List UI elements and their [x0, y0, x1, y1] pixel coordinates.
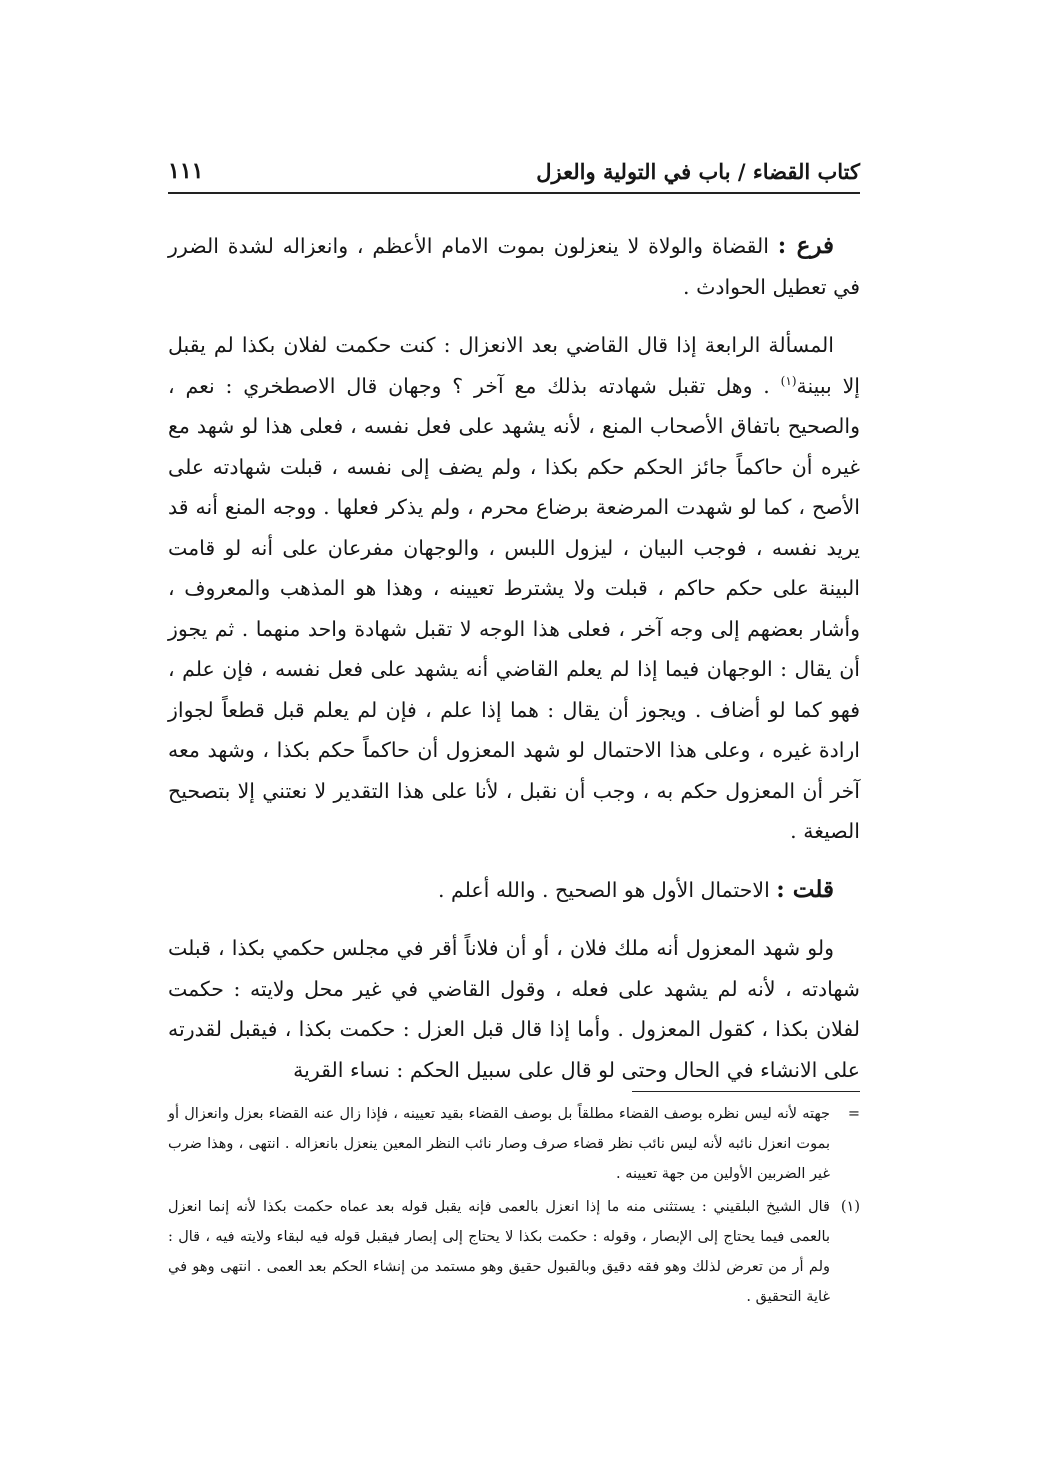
paragraph-text: المسألة الرابعة إذا قال القاضي بعد الانعزال : كنت حكمت لفلان بكذا لم يقبل إلا ببينة: [168, 333, 860, 398]
footnote-mark: =: [847, 1106, 860, 1122]
paragraph-text: القضاة والولاة لا ينعزلون بموت الامام الأعظم ، وانعزاله لشدة الضرر في تعطيل الحوادث .: [168, 234, 860, 299]
footnote-text: قال الشيخ البلقيني : يستثنى منه ما إذا انعزل بالعمى فإنه يقبل قوله بعد عماه حكمت بكذا لأنه إنما انعزل بالعمى فيما يحتاج إلى الإبصار ، وقوله : حكمت بكذا لا يحتاج إلى إبصار فيقبل قوله فيه لبقاء ولايته فيه ، قال : ولم أر من تعرض لذلك وهو فقه دقيق وبالقبول حقيق وهو مستمد من إنشاء الحكم بعد العمى . انتهى وهو في غاية التحقيق .: [168, 1199, 830, 1305]
paragraph-text: ولو شهد المعزول أنه ملك فلان ، أو أن فلاناً أقر في مجلس حكمي بكذا ، قبلت شهادته ، لأنه لم يشهد على فعله ، وقول القاضي في غير محل ولايته : حكمت لفلان بكذا ، كقول المعزول . وأما إذا قال قبل العزل : حكمت بكذا ، فيقبل لقدرته على الانشاء في الحال وحتى لو قال على سبيل الحكم : نساء القرية: [168, 936, 860, 1082]
paragraph-dismissed-testimony: [168, 928, 860, 1090]
footnote-divider: [632, 1091, 860, 1092]
paragraph-fourth-issue: [168, 325, 860, 852]
paragraph-lead-far: فرع :: [777, 232, 835, 259]
page-header: [168, 150, 860, 194]
footnote-item: [168, 1192, 860, 1312]
footnote-ref: (١): [780, 373, 797, 388]
footnotes: [168, 1099, 860, 1315]
main-text: [168, 226, 860, 1108]
paragraph-text: . وهل تقبل شهادته بذلك مع آخر ؟ وجهان قال الاصطخري : نعم ، والصحيح باتفاق الأصحاب المنع ، لأنه يشهد على فعل نفسه ، فعلى هذا لو شهد مع غيره أن حاكماً جائز الحكم حكم بكذا ، ولم يضف إلى نفسه ، قبلت شهادته على الأصح ، كما لو شهدت المرضعة برضاع محرم ، ولم يذكر فعلها . ووجه المنع أنه قد يريد نفسه ، فوجب البيان ، ليزول اللبس ، والوجهان مفرعان على أنه لو قامت البينة على حكم حاكم ، قبلت ولا يشترط تعيينه ، وهذا هو المذهب والمعروف ، وأشار بعضهم إلى وجه آخر ، فعلى هذا الوجه لا تقبل شهادة واحد منهما . ثم يجوز أن يقال : الوجهان فيما إذا لم يعلم القاضي أنه يشهد على فعل نفسه ، فإن علم ، فهو كما لو أضاف . ويجوز أن يقال : هما إذا علم ، فإن لم يعلم قبل قطعاً لجواز ارادة غيره ، وعلى هذا الاحتمال لو شهد المعزول أن حاكماً حكم بكذا ، وشهد معه آخر أن المعزول حكم به ، وجب أن نقبل ، لأنا على هذا التقدير لا نعتني إلا بتصحيح الصيغة .: [168, 373, 860, 843]
footnote-item: [168, 1099, 860, 1189]
paragraph-text: الاحتمال الأول هو الصحيح . والله أعلم .: [437, 877, 777, 902]
running-title: كتاب القضاء / باب في التولية والعزل: [536, 158, 860, 184]
footnote-mark: (١): [840, 1199, 860, 1215]
page-number: ١١١: [168, 158, 204, 184]
paragraph-qultu: [168, 870, 860, 911]
paragraph-far: [168, 226, 860, 307]
footnote-text: جهته لأنه ليس نظره بوصف القضاء مطلقاً بل بوصف القضاء بقيد تعيينه ، فإذا زال عنه القضاء بعزل وانعزال أو بموت انعزل نائبه لأنه ليس نائب نظر قضاء صرف وصار نائب النظر المعين ينعزل بانعزاله . انتهى ، وهذا ضرب غير الضربين الأولين من جهة تعيينه .: [168, 1106, 830, 1182]
paragraph-lead-qultu: قلت :: [776, 875, 834, 903]
